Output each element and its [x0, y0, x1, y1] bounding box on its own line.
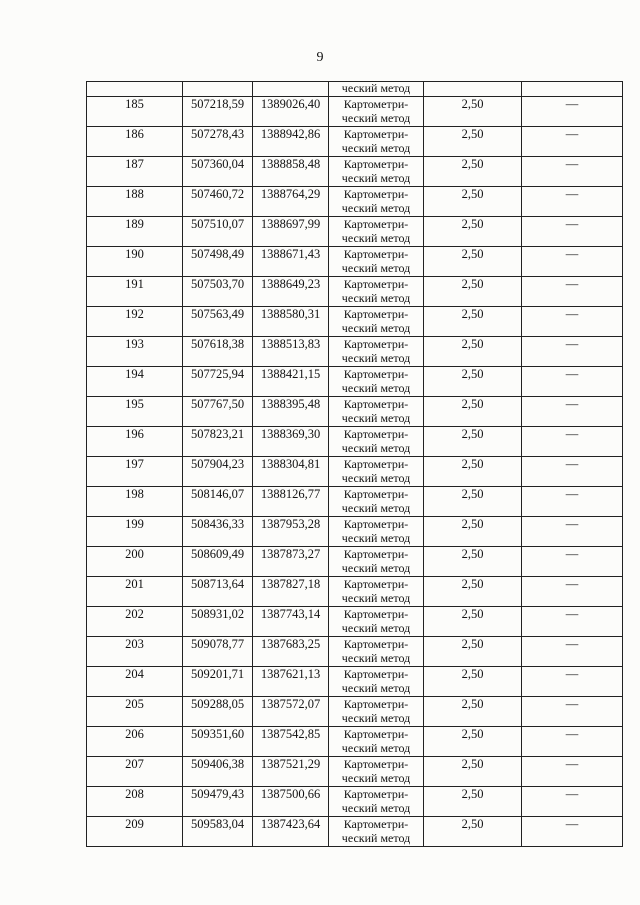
- y-coordinate-cell: 1387500,66: [253, 787, 329, 817]
- method-line-1: Картометри-: [343, 637, 409, 651]
- method-cell: [329, 247, 424, 277]
- method-line-2: ческий метод: [341, 621, 411, 635]
- accuracy-cell: 2,50: [424, 277, 522, 307]
- point-number-cell: 204: [87, 667, 183, 697]
- method-line-2: ческий метод: [341, 111, 411, 125]
- x-coordinate-cell: 508436,33: [183, 517, 253, 547]
- method-line-1: Картометри-: [343, 397, 409, 411]
- method-line-1: Картометри-: [343, 427, 409, 441]
- method-line-2: ческий метод: [341, 831, 411, 845]
- dash-cell: —: [522, 277, 623, 307]
- table-row: [87, 577, 623, 607]
- point-number-cell: 196: [87, 427, 183, 457]
- method-line-2: ческий метод: [341, 591, 411, 605]
- table-row: [87, 757, 623, 787]
- method-line-1: Картометри-: [343, 337, 409, 351]
- point-number-cell: 192: [87, 307, 183, 337]
- point-number-cell: 206: [87, 727, 183, 757]
- x-coordinate-cell: 507767,50: [183, 397, 253, 427]
- accuracy-cell: 2,50: [424, 577, 522, 607]
- method-line-1: Картометри-: [343, 127, 409, 141]
- point-number-cell: 191: [87, 277, 183, 307]
- method-line-2: ческий метод: [341, 411, 411, 425]
- accuracy-cell: 2,50: [424, 787, 522, 817]
- table-row: [87, 607, 623, 637]
- table-row: [87, 487, 623, 517]
- table-row: [87, 727, 623, 757]
- dash-cell: —: [522, 337, 623, 367]
- y-coordinate-cell: 1388395,48: [253, 397, 329, 427]
- y-coordinate-cell: 1387521,29: [253, 757, 329, 787]
- method-cell: [329, 187, 424, 217]
- dash-cell: —: [522, 247, 623, 277]
- accuracy-cell: 2,50: [424, 637, 522, 667]
- accuracy-cell: 2,50: [424, 217, 522, 247]
- accuracy-cell: 2,50: [424, 517, 522, 547]
- method-line-2: ческий метод: [341, 321, 411, 335]
- point-number-cell: 208: [87, 787, 183, 817]
- x-coordinate-cell: 509479,43: [183, 787, 253, 817]
- dash-cell: —: [522, 487, 623, 517]
- dash-cell: —: [522, 727, 623, 757]
- x-coordinate-cell: 507823,21: [183, 427, 253, 457]
- dash-cell: —: [522, 217, 623, 247]
- x-coordinate-cell: 507498,49: [183, 247, 253, 277]
- dash-cell: —: [522, 817, 623, 847]
- method-line-1: Картометри-: [343, 247, 409, 261]
- dash-cell: —: [522, 517, 623, 547]
- method-line-2: ческий метод: [341, 771, 411, 785]
- method-line-1: Картометри-: [343, 577, 409, 591]
- page-number: 9: [316, 50, 324, 65]
- point-number-cell: 197: [87, 457, 183, 487]
- method-cell: [329, 817, 424, 847]
- dash-cell: —: [522, 187, 623, 217]
- y-coordinate-cell: 1388942,86: [253, 127, 329, 157]
- x-coordinate-cell: 507510,07: [183, 217, 253, 247]
- x-coordinate-cell: 508609,49: [183, 547, 253, 577]
- method-line-1: Картометри-: [343, 517, 409, 531]
- dash-cell: —: [522, 97, 623, 127]
- y-coordinate-cell: 1388421,15: [253, 367, 329, 397]
- accuracy-cell: 2,50: [424, 397, 522, 427]
- x-coordinate-cell: 507360,04: [183, 157, 253, 187]
- point-number-cell: 190: [87, 247, 183, 277]
- x-coordinate-cell: 508146,07: [183, 487, 253, 517]
- y-coordinate-cell: 1388649,23: [253, 277, 329, 307]
- table-row: [87, 97, 623, 127]
- table-row: [87, 277, 623, 307]
- method-line-2: ческий метод: [341, 531, 411, 545]
- method-line-2: ческий метод: [341, 501, 411, 515]
- method-line-2: ческий метод: [341, 441, 411, 455]
- method-line-2: ческий метод: [341, 741, 411, 755]
- table-row: [87, 787, 623, 817]
- x-coordinate-cell: 509583,04: [183, 817, 253, 847]
- dash-cell: —: [522, 307, 623, 337]
- point-number-cell: 207: [87, 757, 183, 787]
- table-row: [87, 307, 623, 337]
- accuracy-cell: 2,50: [424, 727, 522, 757]
- method-cell: [329, 397, 424, 427]
- continuation-cell-number: [87, 82, 183, 97]
- x-coordinate-cell: 507503,70: [183, 277, 253, 307]
- coordinates-table: [86, 81, 623, 847]
- method-cell: [329, 637, 424, 667]
- x-coordinate-cell: 509351,60: [183, 727, 253, 757]
- x-coordinate-cell: 507460,72: [183, 187, 253, 217]
- method-line-1: Картометри-: [343, 757, 409, 771]
- table-row: [87, 127, 623, 157]
- table-row: [87, 427, 623, 457]
- table-row: [87, 157, 623, 187]
- method-line-1: Картометри-: [343, 607, 409, 621]
- y-coordinate-cell: 1387683,25: [253, 637, 329, 667]
- y-coordinate-cell: 1388126,77: [253, 487, 329, 517]
- method-cell: [329, 337, 424, 367]
- point-number-cell: 209: [87, 817, 183, 847]
- method-line-1: Картометри-: [343, 667, 409, 681]
- table-row: [87, 817, 623, 847]
- dash-cell: —: [522, 757, 623, 787]
- method-line-2: ческий метод: [341, 231, 411, 245]
- accuracy-cell: 2,50: [424, 697, 522, 727]
- x-coordinate-cell: 507563,49: [183, 307, 253, 337]
- method-cell: [329, 607, 424, 637]
- continuation-cell-x: [183, 82, 253, 97]
- dash-cell: —: [522, 127, 623, 157]
- point-number-cell: 201: [87, 577, 183, 607]
- table-row: [87, 697, 623, 727]
- y-coordinate-cell: 1388764,29: [253, 187, 329, 217]
- accuracy-cell: 2,50: [424, 757, 522, 787]
- accuracy-cell: 2,50: [424, 607, 522, 637]
- method-line-1: Картометри-: [343, 97, 409, 111]
- method-cell: [329, 457, 424, 487]
- point-number-cell: 195: [87, 397, 183, 427]
- point-number-cell: 189: [87, 217, 183, 247]
- continuation-row: [87, 82, 623, 97]
- y-coordinate-cell: 1387953,28: [253, 517, 329, 547]
- accuracy-cell: 2,50: [424, 307, 522, 337]
- point-number-cell: 186: [87, 127, 183, 157]
- point-number-cell: 205: [87, 697, 183, 727]
- method-cell: [329, 547, 424, 577]
- dash-cell: —: [522, 577, 623, 607]
- table-row: [87, 337, 623, 367]
- y-coordinate-cell: 1388697,99: [253, 217, 329, 247]
- method-line-2: ческий метод: [341, 561, 411, 575]
- accuracy-cell: 2,50: [424, 187, 522, 217]
- point-number-cell: 202: [87, 607, 183, 637]
- method-line-1: Картометри-: [343, 727, 409, 741]
- accuracy-cell: 2,50: [424, 667, 522, 697]
- method-line-2: ческий метод: [341, 711, 411, 725]
- method-cell: [329, 757, 424, 787]
- method-cell: [329, 517, 424, 547]
- method-line-1: Картометри-: [343, 697, 409, 711]
- method-line-2: ческий метод: [341, 801, 411, 815]
- method-line-2: ческий метод: [341, 681, 411, 695]
- point-number-cell: 185: [87, 97, 183, 127]
- y-coordinate-cell: 1387743,14: [253, 607, 329, 637]
- y-coordinate-cell: 1388671,43: [253, 247, 329, 277]
- dash-cell: —: [522, 607, 623, 637]
- x-coordinate-cell: 508931,02: [183, 607, 253, 637]
- method-cell: [329, 577, 424, 607]
- y-coordinate-cell: 1388858,48: [253, 157, 329, 187]
- method-cell: [329, 667, 424, 697]
- table-row: [87, 187, 623, 217]
- method-line-2: ческий метод: [341, 171, 411, 185]
- x-coordinate-cell: 508713,64: [183, 577, 253, 607]
- accuracy-cell: 2,50: [424, 247, 522, 277]
- y-coordinate-cell: 1387423,64: [253, 817, 329, 847]
- dash-cell: —: [522, 787, 623, 817]
- y-coordinate-cell: 1387827,18: [253, 577, 329, 607]
- method-line-1: Картометри-: [343, 217, 409, 231]
- method-line-1: Картометри-: [343, 157, 409, 171]
- table-row: [87, 667, 623, 697]
- y-coordinate-cell: 1387572,07: [253, 697, 329, 727]
- accuracy-cell: 2,50: [424, 367, 522, 397]
- accuracy-cell: 2,50: [424, 427, 522, 457]
- x-coordinate-cell: 507725,94: [183, 367, 253, 397]
- table-row: [87, 517, 623, 547]
- y-coordinate-cell: 1387621,13: [253, 667, 329, 697]
- table-row: [87, 217, 623, 247]
- table-row: [87, 547, 623, 577]
- method-line-1: Картометри-: [343, 457, 409, 471]
- y-coordinate-cell: 1388580,31: [253, 307, 329, 337]
- point-number-cell: 198: [87, 487, 183, 517]
- method-cell: [329, 727, 424, 757]
- method-line-2: ческий метод: [341, 471, 411, 485]
- method-line-2: ческий метод: [341, 291, 411, 305]
- x-coordinate-cell: 509078,77: [183, 637, 253, 667]
- point-number-cell: 193: [87, 337, 183, 367]
- table-row: [87, 367, 623, 397]
- method-cell: [329, 787, 424, 817]
- method-line-2: ческий метод: [341, 261, 411, 275]
- coordinates-table-body: [87, 82, 623, 847]
- point-number-cell: 187: [87, 157, 183, 187]
- table-row: [87, 457, 623, 487]
- x-coordinate-cell: 507218,59: [183, 97, 253, 127]
- y-coordinate-cell: 1388304,81: [253, 457, 329, 487]
- accuracy-cell: 2,50: [424, 487, 522, 517]
- dash-cell: —: [522, 457, 623, 487]
- method-cell: [329, 307, 424, 337]
- point-number-cell: 200: [87, 547, 183, 577]
- x-coordinate-cell: 509406,38: [183, 757, 253, 787]
- accuracy-cell: 2,50: [424, 457, 522, 487]
- accuracy-cell: 2,50: [424, 547, 522, 577]
- method-line-1: Картометри-: [343, 787, 409, 801]
- dash-cell: —: [522, 397, 623, 427]
- point-number-cell: 203: [87, 637, 183, 667]
- dash-cell: —: [522, 637, 623, 667]
- method-line-1: Картометри-: [343, 547, 409, 561]
- y-coordinate-cell: 1388513,83: [253, 337, 329, 367]
- table-row: [87, 247, 623, 277]
- method-line-1: Картометри-: [343, 487, 409, 501]
- y-coordinate-cell: 1389026,40: [253, 97, 329, 127]
- x-coordinate-cell: 509288,05: [183, 697, 253, 727]
- continuation-cell-method: ческий метод: [329, 82, 424, 97]
- dash-cell: —: [522, 667, 623, 697]
- continuation-cell-y: [253, 82, 329, 97]
- x-coordinate-cell: 507904,23: [183, 457, 253, 487]
- method-cell: [329, 127, 424, 157]
- method-line-2: ческий метод: [341, 141, 411, 155]
- method-line-1: Картометри-: [343, 817, 409, 831]
- accuracy-cell: 2,50: [424, 817, 522, 847]
- dash-cell: —: [522, 697, 623, 727]
- y-coordinate-cell: 1387873,27: [253, 547, 329, 577]
- point-number-cell: 199: [87, 517, 183, 547]
- method-cell: [329, 97, 424, 127]
- method-cell: [329, 157, 424, 187]
- dash-cell: —: [522, 157, 623, 187]
- method-line-1: Картометри-: [343, 277, 409, 291]
- method-line-2: ческий метод: [341, 351, 411, 365]
- x-coordinate-cell: 507278,43: [183, 127, 253, 157]
- method-cell: [329, 697, 424, 727]
- point-number-cell: 188: [87, 187, 183, 217]
- method-line-2: ческий метод: [341, 201, 411, 215]
- accuracy-cell: 2,50: [424, 97, 522, 127]
- continuation-cell-extra: [522, 82, 623, 97]
- accuracy-cell: 2,50: [424, 337, 522, 367]
- method-line-1: Картометри-: [343, 187, 409, 201]
- y-coordinate-cell: 1387542,85: [253, 727, 329, 757]
- method-cell: [329, 367, 424, 397]
- continuation-cell-error: [424, 82, 522, 97]
- method-cell: [329, 217, 424, 247]
- dash-cell: —: [522, 427, 623, 457]
- method-line-1: Картометри-: [343, 307, 409, 321]
- method-cell: [329, 277, 424, 307]
- x-coordinate-cell: 509201,71: [183, 667, 253, 697]
- accuracy-cell: 2,50: [424, 127, 522, 157]
- method-cell: [329, 427, 424, 457]
- point-number-cell: 194: [87, 367, 183, 397]
- method-line-2: ческий метод: [341, 381, 411, 395]
- method-line-2: ческий метод: [341, 651, 411, 665]
- method-line-1: Картометри-: [343, 367, 409, 381]
- table-row: [87, 397, 623, 427]
- table-row: [87, 637, 623, 667]
- dash-cell: —: [522, 367, 623, 397]
- dash-cell: —: [522, 547, 623, 577]
- method-cell: [329, 487, 424, 517]
- accuracy-cell: 2,50: [424, 157, 522, 187]
- x-coordinate-cell: 507618,38: [183, 337, 253, 367]
- y-coordinate-cell: 1388369,30: [253, 427, 329, 457]
